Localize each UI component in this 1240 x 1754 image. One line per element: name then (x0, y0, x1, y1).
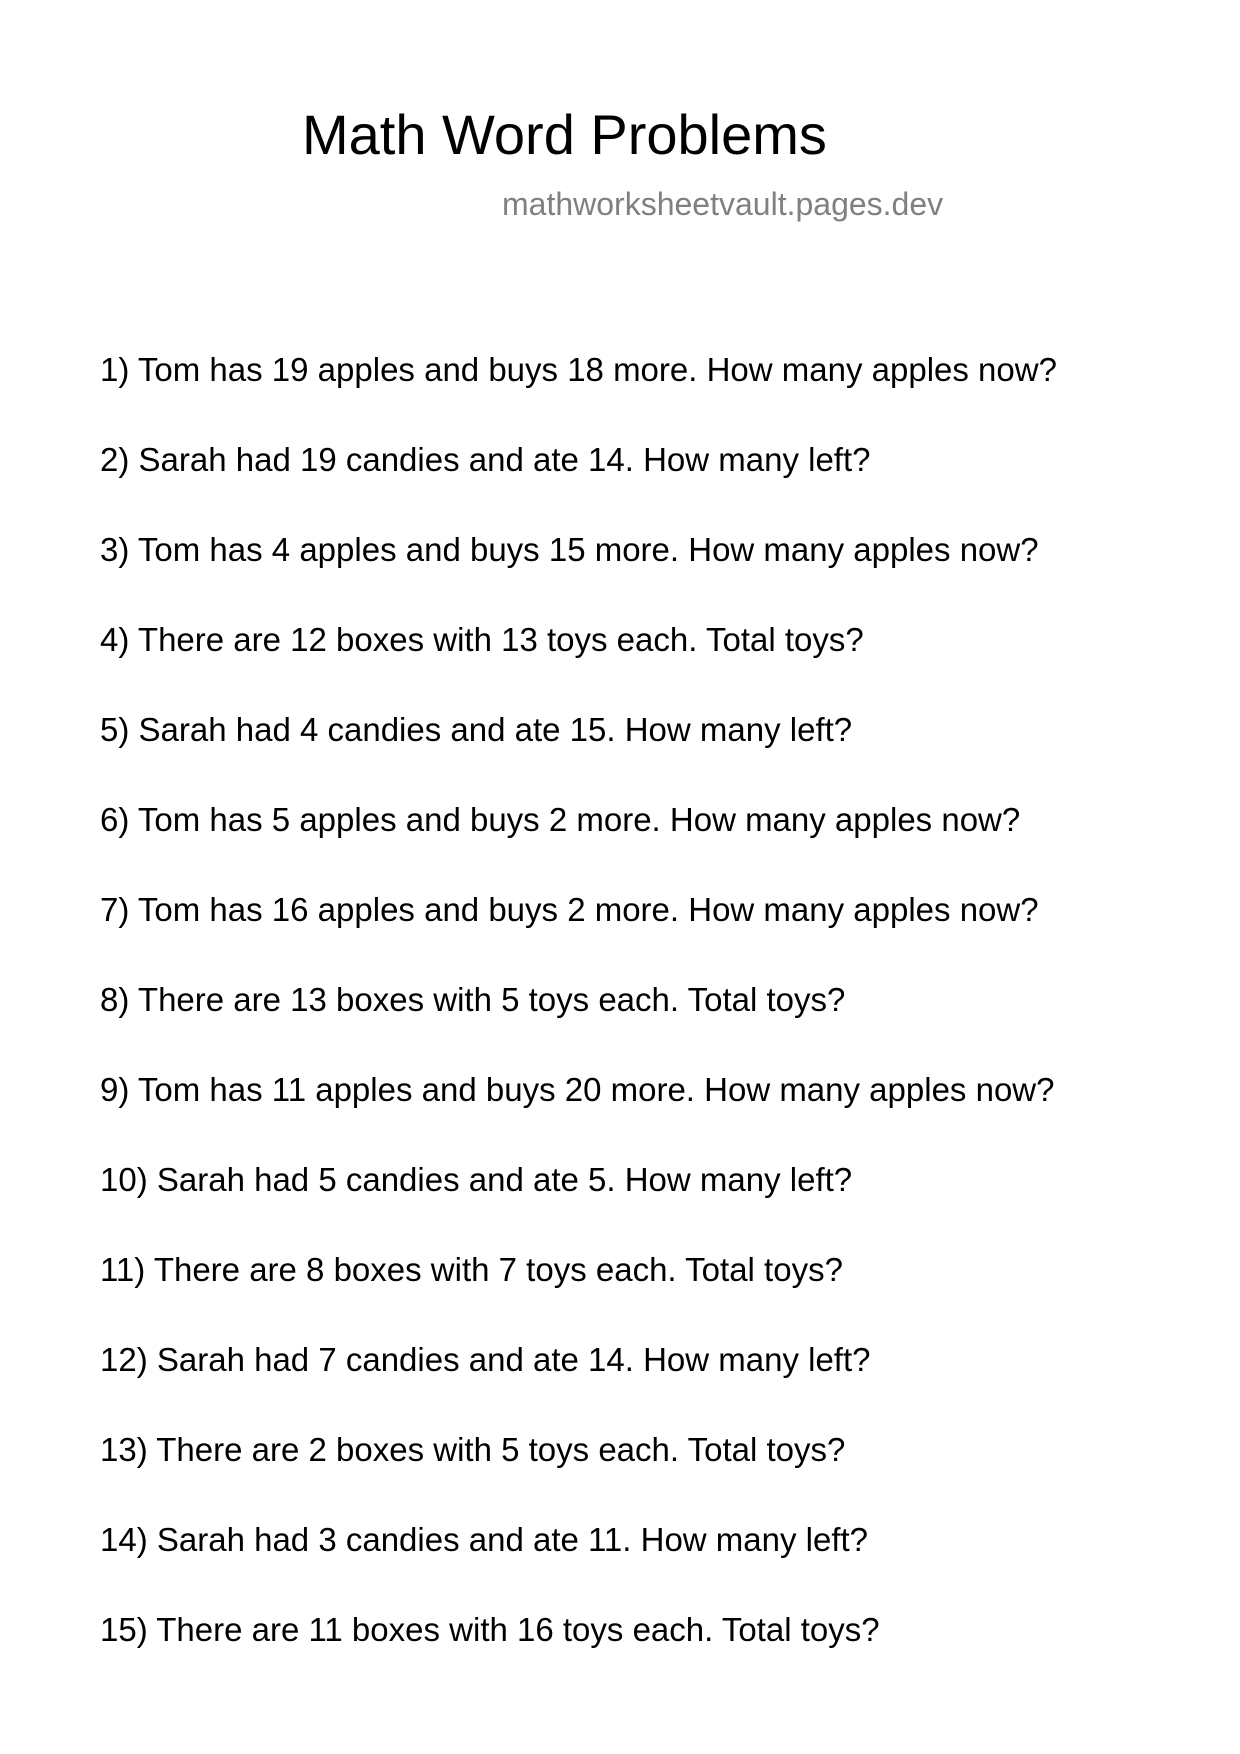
problem-item: 2) Sarah had 19 candies and ate 14. How many left? (100, 441, 871, 478)
problem-item: 10) Sarah had 5 candies and ate 5. How many left? (100, 1161, 853, 1198)
website-label: mathworksheetvault.pages.dev (502, 186, 944, 222)
page-title: Math Word Problems (302, 103, 827, 166)
problem-list (100, 348, 1180, 1698)
problem-item: 6) Tom has 5 apples and buys 2 more. How many apples now? (100, 801, 1021, 838)
problem-item: 1) Tom has 19 apples and buys 18 more. How many apples now? (100, 351, 1057, 388)
problem-item: 11) There are 8 boxes with 7 toys each. Total toys? (100, 1251, 843, 1288)
problem-item: 15) There are 11 boxes with 16 toys each. Total toys? (100, 1611, 880, 1648)
problem-item: 9) Tom has 11 apples and buys 20 more. How many apples now? (100, 1071, 1055, 1108)
problem-item: 5) Sarah had 4 candies and ate 15. How many left? (100, 711, 853, 748)
problem-item: 3) Tom has 4 apples and buys 15 more. How many apples now? (100, 531, 1039, 568)
problem-item: 12) Sarah had 7 candies and ate 14. How many left? (100, 1341, 871, 1378)
problem-item: 13) There are 2 boxes with 5 toys each. Total toys? (100, 1431, 846, 1468)
problem-item: 8) There are 13 boxes with 5 toys each. Total toys? (100, 981, 846, 1018)
problem-item: 7) Tom has 16 apples and buys 2 more. How many apples now? (100, 891, 1039, 928)
problem-item: 14) Sarah had 3 candies and ate 11. How many left? (100, 1521, 869, 1558)
problem-item: 4) There are 12 boxes with 13 toys each. Total toys? (100, 621, 864, 658)
